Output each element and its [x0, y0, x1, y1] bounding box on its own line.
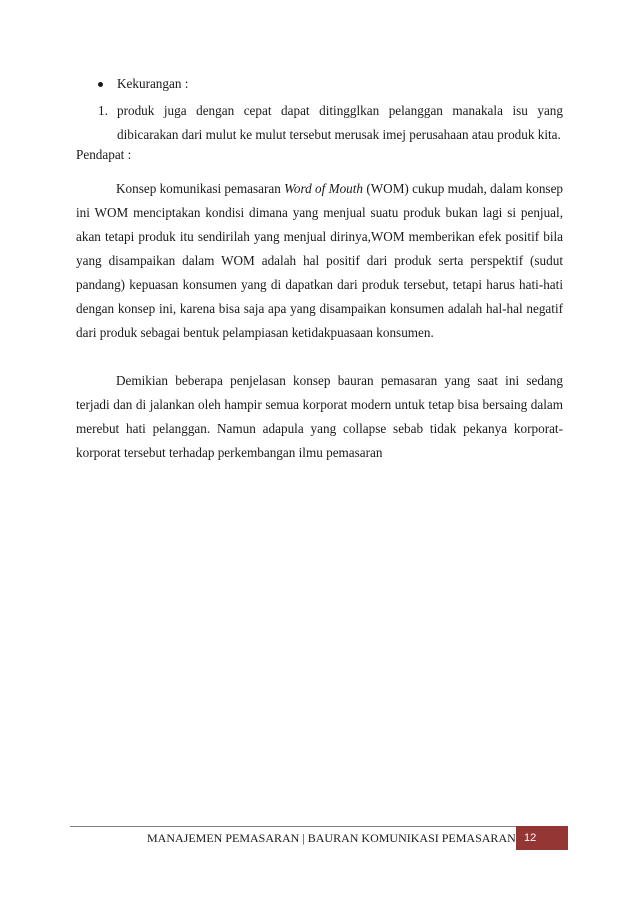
list-number: 1. [98, 103, 108, 118]
page-number-badge: 12 [516, 826, 568, 850]
paragraph-text: Demikian beberapa penjelasan konsep bauran pemasaran yang saat ini sedang terjadi dan di jalankan oleh hampir semua korporat modern untuk tetap bisa bersaing dalam merebut hati pelanggan. Namun adapula yang collapse sebab tidak pekanya korporat-korporat tersebut terhadap perkembangan ilmu pemasaran [76, 373, 563, 460]
bullet-label: Kekurangan : [117, 76, 189, 91]
footer-divider [70, 826, 516, 827]
bullet-dot-icon [98, 82, 103, 87]
paragraph-text-start: Konsep komunikasi pemasaran [116, 181, 285, 196]
paragraph-wom [76, 177, 563, 345]
section-label: Pendapat : [76, 147, 132, 162]
italic-term: Word of Mouth [284, 181, 364, 196]
paragraph-conclusion [76, 369, 563, 465]
list-item-text: produk juga dengan cepat dapat ditingglkan pelanggan manakala isu yang dibicarakan dari mulut ke mulut tersebut merusak imej perusahaan atau produk kita. [117, 103, 563, 142]
numbered-list-item [98, 99, 563, 147]
footer-title: MANAJEMEN PEMASARAN | BAURAN KOMUNIKASI PEMASARAN [147, 831, 516, 845]
paragraph-text-rest: (WOM) cukup mudah, dalam konsep ini WOM menciptakan kondisi dimana yang menjual suatu produk bukan lagi si penjual, akan tetapi produk itu sendirilah yang menjual dirinya,WOM memberikan efek positif bila yang disampaikan dalam WOM adalah hal positif dari produk serta perspektif (sudut pandang) kepuasan konsumen yang di dapatkan dari produk tersebut, tetapi harus hati-hati dengan konsep ini, karena bisa saja apa yang disampaikan konsumen adalah hal-hal negatif dari produk sebagai bentuk pelampiasan ketidakpuasaan konsumen. [76, 181, 564, 340]
